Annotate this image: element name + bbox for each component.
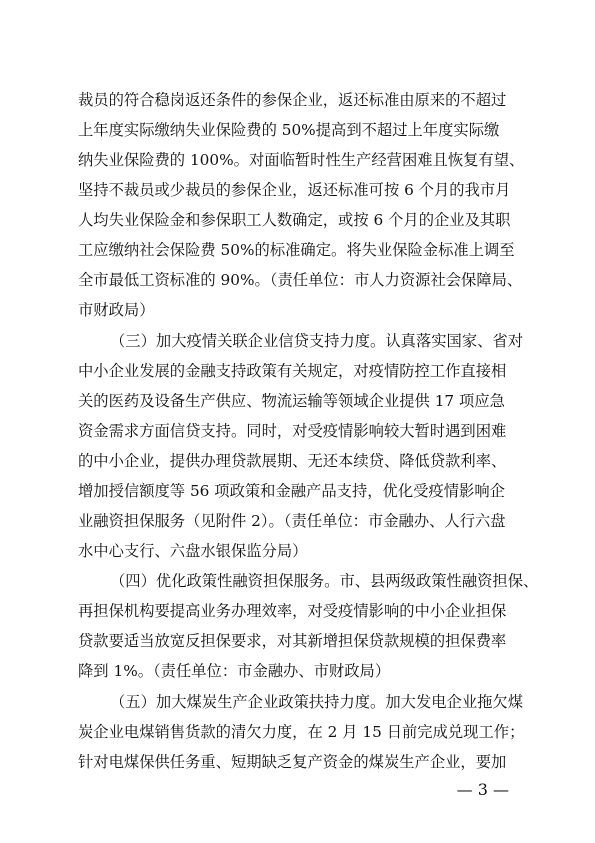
body-line: 资金需求方面信贷支持。同时，对受疫情影响较大暂时遇到困难	[78, 422, 507, 440]
body-line: 关的医药及设备生产供应、物流运输等领域企业提供 17 项应急	[78, 392, 505, 410]
body-line: 中小企业发展的金融支持政策有关规定，对疫情防控工作直接相	[78, 362, 507, 380]
body-line: 再担保机构要提高业务办理效率，对受疫情影响的中小企业担保	[78, 602, 507, 620]
body-line: 贷款要适当放宽反担保要求，对其新增担保贷款规模的担保费率	[78, 632, 507, 650]
body-line: 炭企业电煤销售货款的清欠力度，在 2 月 15 日前完成兑现工作；	[78, 723, 525, 741]
body-line: 裁员的符合稳岗返还条件的参保企业，返还标准由原来的不超过	[78, 91, 507, 109]
body-line: 水中心支行、六盘水银保监分局）	[78, 542, 308, 560]
body-line: 全市最低工资标准的 90%。（责任单位：市人力资源社会保障局、	[78, 271, 523, 289]
section-heading-line: （三）加大疫情关联企业信贷支持力度。认真落实国家、省对	[110, 332, 524, 350]
body-line: 上年度实际缴纳失业保险费的 50%提高到不超过上年度实际缴	[78, 121, 500, 139]
body-line: 工应缴纳社会保险费 50%的标准确定。将失业保险金标准上调至	[78, 241, 515, 259]
body-line: 针对电煤保供任务重、短期缺乏复产资金的煤炭生产企业，要加	[78, 753, 507, 771]
body-line: 纳失业保险费的 100%。对面临暂时性生产经营困难且恢复有望、	[78, 151, 525, 169]
body-line: 人均失业保险金和参保职工人数确定，或按 6 个月的企业及其职	[78, 211, 511, 229]
body-line: 增加授信额度等 56 项政策和金融产品支持，优化受疫情影响企	[78, 482, 505, 500]
body-line: 的中小企业，提供办理贷款展期、无还本续贷、降低贷款利率、	[78, 452, 507, 470]
body-line: 业融资担保服务（见附件 2）。（责任单位：市金融办、人行六盘	[78, 512, 506, 530]
body-line: 坚持不裁员或少裁员的参保企业，返还标准可按 6 个月的我市月	[78, 181, 511, 199]
body-line: 降到 1%。（责任单位：市金融办、市财政局）	[78, 662, 391, 680]
section-heading-line: （五）加大煤炭生产企业政策扶持力度。加大发电企业拖欠煤	[110, 693, 524, 711]
section-heading-line: （四）优化政策性融资担保服务。市、县两级政策性融资担保、	[110, 572, 539, 590]
page-number: — 3 —	[456, 780, 509, 799]
body-line: 市财政局）	[78, 301, 155, 319]
